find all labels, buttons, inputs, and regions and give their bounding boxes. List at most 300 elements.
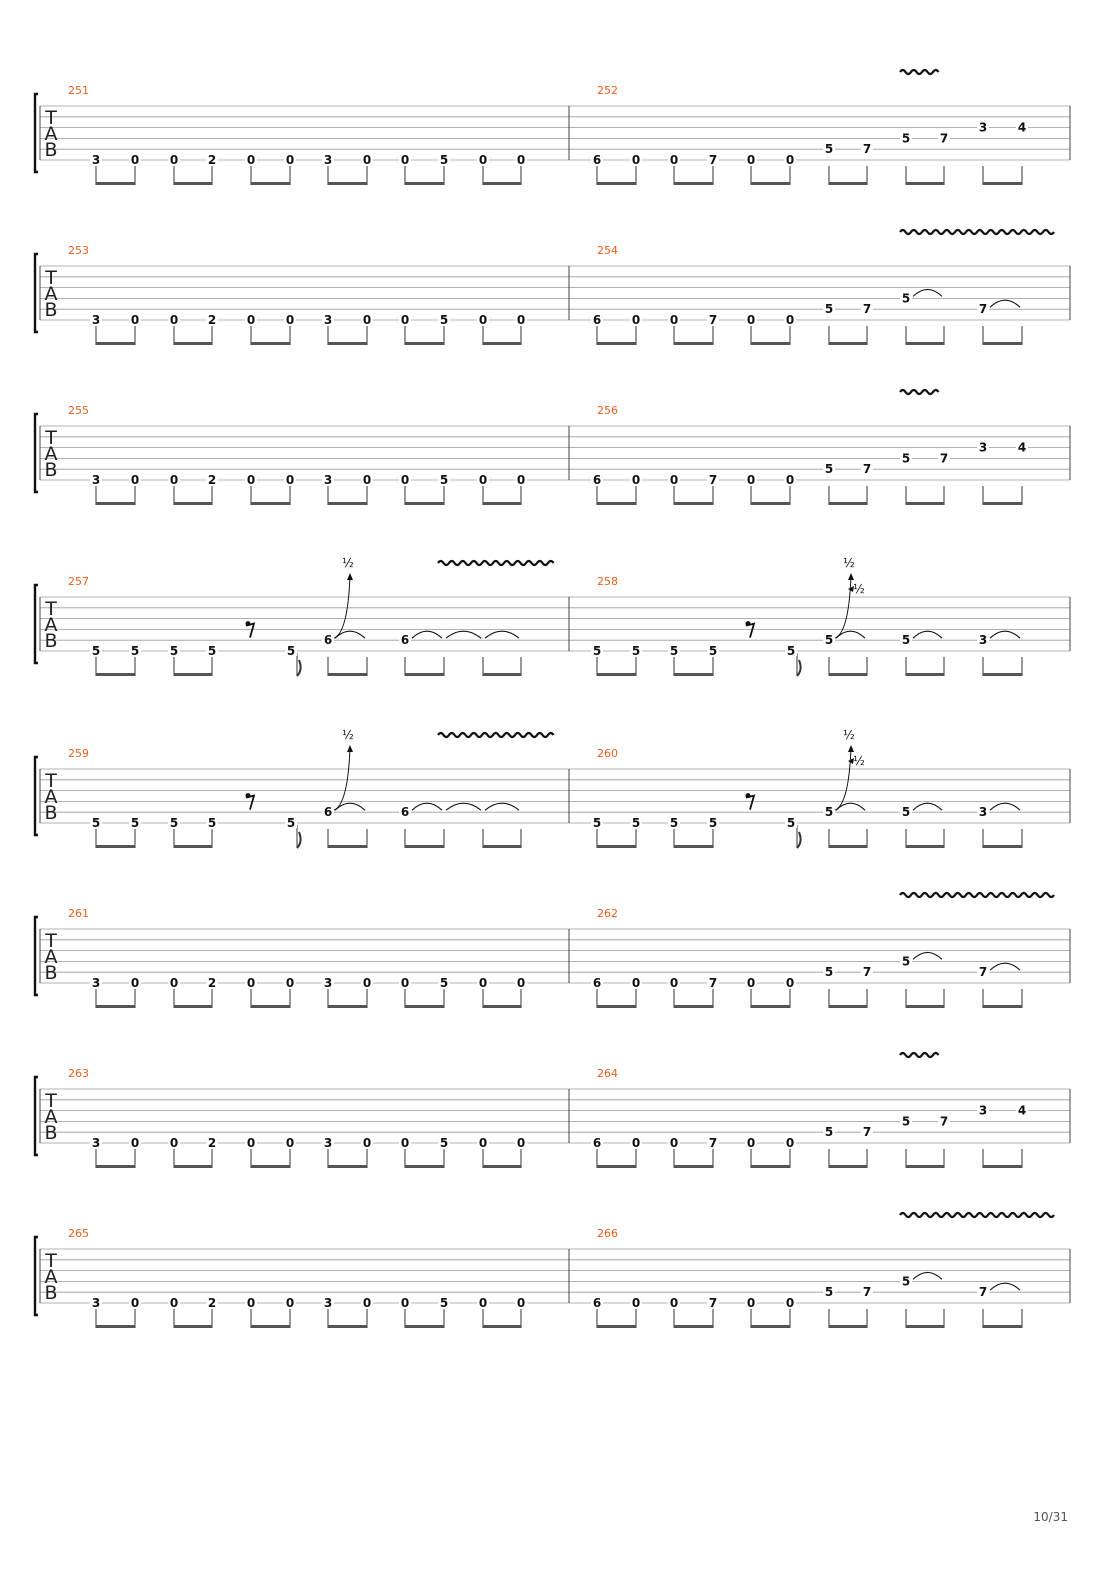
beam bbox=[251, 1325, 290, 1328]
fret-number: 5 bbox=[824, 965, 834, 980]
fret-number: 6 bbox=[400, 805, 410, 820]
beam bbox=[328, 1325, 367, 1328]
vibrato-mark bbox=[900, 1213, 1054, 1217]
beam bbox=[328, 673, 367, 676]
fret-number: 0 bbox=[169, 313, 179, 327]
fret-number: 6 bbox=[592, 1136, 602, 1150]
beam bbox=[674, 673, 713, 676]
fret-number: 5 bbox=[786, 816, 796, 830]
fret-number: 7 bbox=[939, 131, 949, 146]
fret-number: 5 bbox=[169, 816, 179, 830]
fret-number: 0 bbox=[246, 976, 256, 990]
fret-number: 5 bbox=[901, 131, 911, 146]
beam bbox=[674, 182, 713, 185]
tab-clef-letter: A bbox=[44, 1106, 58, 1128]
fret-number: 5 bbox=[669, 816, 679, 830]
beam bbox=[674, 1005, 713, 1008]
fret-number: 0 bbox=[746, 153, 756, 167]
measure-number: 251 bbox=[68, 84, 89, 97]
tie-arc bbox=[836, 803, 865, 810]
fret-number: 0 bbox=[169, 1136, 179, 1150]
tie-arc bbox=[913, 803, 942, 810]
tie-arc bbox=[412, 803, 442, 810]
fret-number: 0 bbox=[130, 473, 140, 487]
fret-number: 0 bbox=[669, 153, 679, 167]
fret-number: 7 bbox=[862, 1125, 872, 1140]
fret-number: 0 bbox=[285, 1136, 295, 1150]
fret-number: 2 bbox=[207, 976, 217, 990]
fret-number: 6 bbox=[592, 473, 602, 487]
fret-number: 5 bbox=[439, 473, 449, 487]
tab-clef-letter: T bbox=[45, 930, 57, 952]
fret-number: 4 bbox=[1017, 120, 1027, 135]
beam bbox=[405, 673, 444, 676]
tie-arc bbox=[990, 1283, 1020, 1290]
fret-number: 0 bbox=[785, 473, 795, 487]
beam bbox=[251, 1005, 290, 1008]
tie-arc bbox=[913, 1272, 942, 1279]
fret-number: 0 bbox=[516, 1296, 526, 1310]
bend-arrow bbox=[848, 573, 854, 580]
fret-number: 3 bbox=[91, 1136, 101, 1150]
fret-number: 3 bbox=[91, 153, 101, 167]
fret-number: 7 bbox=[708, 313, 718, 327]
fret-number: 0 bbox=[130, 153, 140, 167]
tab-clef-letter: T bbox=[45, 1250, 57, 1272]
beam bbox=[597, 845, 636, 848]
fret-number: 0 bbox=[400, 473, 410, 487]
fret-number: 0 bbox=[246, 473, 256, 487]
beam bbox=[328, 502, 367, 505]
beam bbox=[405, 1325, 444, 1328]
grace-flag bbox=[297, 832, 301, 848]
beam bbox=[983, 342, 1022, 345]
fret-number: 0 bbox=[516, 153, 526, 167]
fret-number: 0 bbox=[362, 976, 372, 990]
tie-arc bbox=[485, 803, 519, 810]
fret-number: 5 bbox=[592, 644, 602, 658]
fret-number: 0 bbox=[400, 1296, 410, 1310]
grace-flag bbox=[297, 660, 301, 676]
fret-number: 5 bbox=[91, 644, 101, 658]
grace-flag bbox=[797, 660, 801, 676]
measure-number: 254 bbox=[597, 244, 618, 257]
beam bbox=[983, 1005, 1022, 1008]
fret-number: 3 bbox=[323, 473, 333, 487]
tab-clef-letter: A bbox=[44, 946, 58, 968]
fret-number: 3 bbox=[91, 473, 101, 487]
beam bbox=[174, 845, 212, 848]
fret-number: 5 bbox=[708, 644, 718, 658]
beam bbox=[751, 502, 790, 505]
fret-number: 0 bbox=[669, 473, 679, 487]
beam bbox=[483, 673, 521, 676]
fret-number: 5 bbox=[901, 954, 911, 969]
beam bbox=[174, 502, 212, 505]
beam bbox=[328, 845, 367, 848]
fret-number: 0 bbox=[285, 976, 295, 990]
fret-number: 7 bbox=[708, 1296, 718, 1310]
fret-number: 5 bbox=[901, 291, 911, 306]
beam bbox=[906, 1325, 944, 1328]
tab-clef-letter: A bbox=[44, 614, 58, 636]
fret-number: 5 bbox=[439, 1136, 449, 1150]
beam bbox=[751, 1005, 790, 1008]
tab-clef-letter: A bbox=[44, 283, 58, 305]
beam bbox=[405, 1165, 444, 1168]
beam bbox=[174, 1165, 212, 1168]
system-bracket bbox=[35, 1077, 38, 1155]
beam bbox=[906, 845, 944, 848]
beam bbox=[829, 1165, 867, 1168]
bend-amount: ½ bbox=[342, 556, 354, 570]
beam bbox=[483, 1325, 521, 1328]
fret-number: 0 bbox=[669, 313, 679, 327]
fret-number: 0 bbox=[746, 313, 756, 327]
fret-number: 0 bbox=[285, 153, 295, 167]
fret-number: 0 bbox=[785, 313, 795, 327]
beam bbox=[829, 673, 867, 676]
beam bbox=[405, 342, 444, 345]
fret-number: 3 bbox=[978, 120, 988, 135]
tie-arc bbox=[335, 803, 365, 810]
fret-number: 6 bbox=[592, 976, 602, 990]
fret-number: 5 bbox=[824, 805, 834, 820]
tab-system bbox=[35, 1213, 1070, 1328]
fret-number: 5 bbox=[824, 1125, 834, 1140]
beam bbox=[983, 1325, 1022, 1328]
tab-clef-letter: B bbox=[44, 1122, 58, 1144]
fret-number: 3 bbox=[978, 633, 988, 648]
beam bbox=[983, 182, 1022, 185]
beam bbox=[405, 1005, 444, 1008]
beam bbox=[983, 845, 1022, 848]
beam bbox=[597, 502, 636, 505]
fret-number: 3 bbox=[323, 313, 333, 327]
beam bbox=[483, 182, 521, 185]
vibrato-mark bbox=[438, 561, 554, 565]
fret-number: 7 bbox=[862, 1285, 872, 1300]
fret-number: 7 bbox=[862, 142, 872, 157]
bend-arrow bbox=[347, 745, 353, 752]
tab-system bbox=[35, 230, 1070, 345]
fret-number: 5 bbox=[901, 633, 911, 648]
fret-number: 0 bbox=[669, 976, 679, 990]
measure-number: 266 bbox=[597, 1227, 618, 1240]
eighth-rest-tail bbox=[246, 796, 254, 810]
fret-number: 6 bbox=[400, 633, 410, 648]
beam bbox=[405, 845, 444, 848]
tab-system bbox=[35, 70, 1070, 185]
bend-curve bbox=[835, 747, 851, 810]
beam bbox=[674, 1165, 713, 1168]
tab-system bbox=[35, 1053, 1070, 1168]
fret-number: 3 bbox=[323, 976, 333, 990]
tab-clef-letter: T bbox=[45, 107, 57, 129]
fret-number: 5 bbox=[901, 1274, 911, 1289]
measure-number: 263 bbox=[68, 1067, 89, 1080]
fret-number: 5 bbox=[824, 302, 834, 317]
fret-number: 5 bbox=[824, 1285, 834, 1300]
fret-number: 0 bbox=[400, 153, 410, 167]
fret-number: 0 bbox=[362, 473, 372, 487]
beam bbox=[674, 502, 713, 505]
fret-number: 2 bbox=[207, 1296, 217, 1310]
fret-number: 0 bbox=[400, 313, 410, 327]
fret-number: 0 bbox=[478, 153, 488, 167]
beam bbox=[906, 182, 944, 185]
fret-number: 0 bbox=[631, 976, 641, 990]
fret-number: 2 bbox=[207, 473, 217, 487]
bend-curve bbox=[334, 575, 350, 638]
fret-number: 0 bbox=[400, 976, 410, 990]
fret-number: 0 bbox=[478, 1296, 488, 1310]
system-bracket bbox=[35, 1237, 38, 1315]
fret-number: 0 bbox=[516, 1136, 526, 1150]
tab-clef-letter: A bbox=[44, 786, 58, 808]
fret-number: 0 bbox=[169, 976, 179, 990]
tab-clef-letter: T bbox=[45, 267, 57, 289]
fret-number: 7 bbox=[708, 153, 718, 167]
fret-number: 0 bbox=[362, 153, 372, 167]
tie-arc bbox=[913, 289, 942, 296]
vibrato-mark bbox=[438, 733, 554, 737]
fret-number: 7 bbox=[978, 302, 988, 317]
fret-number: 5 bbox=[439, 153, 449, 167]
tab-clef-letter: B bbox=[44, 630, 58, 652]
fret-number: 0 bbox=[130, 976, 140, 990]
beam bbox=[96, 1005, 135, 1008]
bend-arrow bbox=[347, 573, 353, 580]
beam bbox=[597, 1165, 636, 1168]
beam bbox=[597, 673, 636, 676]
measure-number: 259 bbox=[68, 747, 89, 760]
beam bbox=[829, 1325, 867, 1328]
release-amount: ½ bbox=[853, 582, 865, 596]
system-bracket bbox=[35, 254, 38, 332]
bend-curve bbox=[835, 575, 851, 638]
beam bbox=[251, 1165, 290, 1168]
bend-amount: ½ bbox=[342, 728, 354, 742]
fret-number: 4 bbox=[1017, 1103, 1027, 1118]
tab-clef-letter: A bbox=[44, 123, 58, 145]
beam bbox=[174, 182, 212, 185]
fret-number: 5 bbox=[786, 644, 796, 658]
beam bbox=[906, 502, 944, 505]
fret-number: 6 bbox=[592, 1296, 602, 1310]
beam bbox=[751, 1165, 790, 1168]
fret-number: 0 bbox=[400, 1136, 410, 1150]
beam bbox=[328, 1005, 367, 1008]
measure-number: 257 bbox=[68, 575, 89, 588]
fret-number: 3 bbox=[91, 1296, 101, 1310]
system-bracket bbox=[35, 917, 38, 995]
fret-number: 0 bbox=[130, 1136, 140, 1150]
fret-number: 5 bbox=[207, 816, 217, 830]
fret-number: 0 bbox=[785, 1136, 795, 1150]
beam bbox=[251, 182, 290, 185]
fret-number: 5 bbox=[901, 451, 911, 466]
fret-number: 7 bbox=[978, 965, 988, 980]
fret-number: 5 bbox=[669, 644, 679, 658]
beam bbox=[829, 182, 867, 185]
fret-number: 5 bbox=[207, 644, 217, 658]
tab-system bbox=[35, 893, 1070, 1008]
tie-arc bbox=[836, 631, 865, 638]
fret-number: 7 bbox=[939, 1114, 949, 1129]
vibrato-mark bbox=[900, 230, 1054, 234]
beam bbox=[983, 673, 1022, 676]
fret-number: 7 bbox=[708, 473, 718, 487]
fret-number: 0 bbox=[246, 313, 256, 327]
fret-number: 7 bbox=[708, 1136, 718, 1150]
fret-number: 0 bbox=[516, 313, 526, 327]
tab-clef-letter: A bbox=[44, 1266, 58, 1288]
tab-clef-letter: B bbox=[44, 1282, 58, 1304]
fret-number: 4 bbox=[1017, 440, 1027, 455]
fret-number: 2 bbox=[207, 1136, 217, 1150]
fret-number: 5 bbox=[901, 1114, 911, 1129]
beam bbox=[483, 1165, 521, 1168]
fret-number: 0 bbox=[631, 153, 641, 167]
tie-arc bbox=[485, 631, 519, 638]
fret-number: 5 bbox=[631, 644, 641, 658]
beam bbox=[751, 1325, 790, 1328]
tab-clef-letter: B bbox=[44, 139, 58, 161]
beam bbox=[328, 1165, 367, 1168]
fret-number: 5 bbox=[708, 816, 718, 830]
beam bbox=[751, 182, 790, 185]
fret-number: 3 bbox=[323, 1296, 333, 1310]
tie-arc bbox=[446, 803, 481, 810]
fret-number: 5 bbox=[91, 816, 101, 830]
beam bbox=[96, 1165, 135, 1168]
beam bbox=[328, 342, 367, 345]
measure-number: 252 bbox=[597, 84, 618, 97]
beam bbox=[483, 1005, 521, 1008]
fret-number: 3 bbox=[323, 153, 333, 167]
fret-number: 0 bbox=[362, 1296, 372, 1310]
tab-system bbox=[35, 728, 1070, 848]
fret-number: 0 bbox=[785, 153, 795, 167]
bend-amount: ½ bbox=[843, 556, 855, 570]
tab-clef-letter: T bbox=[45, 427, 57, 449]
fret-number: 0 bbox=[631, 473, 641, 487]
beam bbox=[829, 342, 867, 345]
grace-flag bbox=[797, 832, 801, 848]
bend-curve bbox=[334, 747, 350, 810]
tab-clef-letter: B bbox=[44, 962, 58, 984]
bend-arrow bbox=[848, 745, 854, 752]
beam bbox=[96, 845, 135, 848]
fret-number: 0 bbox=[246, 1136, 256, 1150]
fret-number: 0 bbox=[246, 1296, 256, 1310]
fret-number: 0 bbox=[478, 1136, 488, 1150]
fret-number: 5 bbox=[286, 644, 296, 658]
fret-number: 5 bbox=[592, 816, 602, 830]
fret-number: 5 bbox=[169, 644, 179, 658]
beam bbox=[674, 1325, 713, 1328]
beam bbox=[829, 1005, 867, 1008]
tab-system bbox=[35, 390, 1070, 505]
fret-number: 5 bbox=[439, 1296, 449, 1310]
fret-number: 7 bbox=[978, 1285, 988, 1300]
fret-number: 0 bbox=[169, 153, 179, 167]
measure-number: 255 bbox=[68, 404, 89, 417]
fret-number: 5 bbox=[439, 976, 449, 990]
fret-number: 5 bbox=[631, 816, 641, 830]
fret-number: 2 bbox=[207, 153, 217, 167]
fret-number: 0 bbox=[631, 1136, 641, 1150]
vibrato-mark bbox=[900, 1053, 939, 1057]
measure-number: 264 bbox=[597, 1067, 618, 1080]
beam bbox=[906, 673, 944, 676]
beam bbox=[96, 502, 135, 505]
beam bbox=[674, 845, 713, 848]
tab-clef-letter: A bbox=[44, 443, 58, 465]
beam bbox=[906, 342, 944, 345]
tab-clef-letter: B bbox=[44, 802, 58, 824]
fret-number: 0 bbox=[746, 473, 756, 487]
fret-number: 0 bbox=[669, 1136, 679, 1150]
tab-clef-letter: T bbox=[45, 770, 57, 792]
measure-number: 253 bbox=[68, 244, 89, 257]
fret-number: 6 bbox=[323, 805, 333, 820]
fret-number: 7 bbox=[862, 462, 872, 477]
fret-number: 0 bbox=[478, 473, 488, 487]
fret-number: 0 bbox=[669, 1296, 679, 1310]
fret-number: 7 bbox=[862, 965, 872, 980]
fret-number: 5 bbox=[824, 142, 834, 157]
beam bbox=[483, 502, 521, 505]
fret-number: 0 bbox=[285, 1296, 295, 1310]
fret-number: 0 bbox=[516, 976, 526, 990]
fret-number: 0 bbox=[169, 473, 179, 487]
system-bracket bbox=[35, 757, 38, 835]
beam bbox=[906, 1005, 944, 1008]
fret-number: 3 bbox=[978, 1103, 988, 1118]
fret-number: 0 bbox=[130, 1296, 140, 1310]
bend-amount: ½ bbox=[843, 728, 855, 742]
beam bbox=[674, 342, 713, 345]
beam bbox=[983, 502, 1022, 505]
page-number: 10/31 bbox=[1033, 1510, 1068, 1524]
fret-number: 0 bbox=[785, 976, 795, 990]
beam bbox=[96, 673, 135, 676]
fret-number: 5 bbox=[901, 805, 911, 820]
beam bbox=[96, 342, 135, 345]
tie-arc bbox=[913, 631, 942, 638]
beam bbox=[405, 502, 444, 505]
fret-number: 7 bbox=[708, 976, 718, 990]
beam bbox=[174, 342, 212, 345]
vibrato-mark bbox=[900, 390, 939, 394]
beam bbox=[597, 1005, 636, 1008]
tie-arc bbox=[990, 631, 1020, 638]
tie-arc bbox=[990, 300, 1020, 307]
fret-number: 0 bbox=[746, 1296, 756, 1310]
tie-arc bbox=[990, 803, 1020, 810]
beam bbox=[251, 502, 290, 505]
beam bbox=[174, 1005, 212, 1008]
fret-number: 7 bbox=[939, 451, 949, 466]
measure-number: 261 bbox=[68, 907, 89, 920]
release-amount: ½ bbox=[853, 754, 865, 768]
beam bbox=[483, 342, 521, 345]
fret-number: 0 bbox=[362, 313, 372, 327]
fret-number: 3 bbox=[91, 976, 101, 990]
vibrato-mark bbox=[900, 70, 939, 74]
